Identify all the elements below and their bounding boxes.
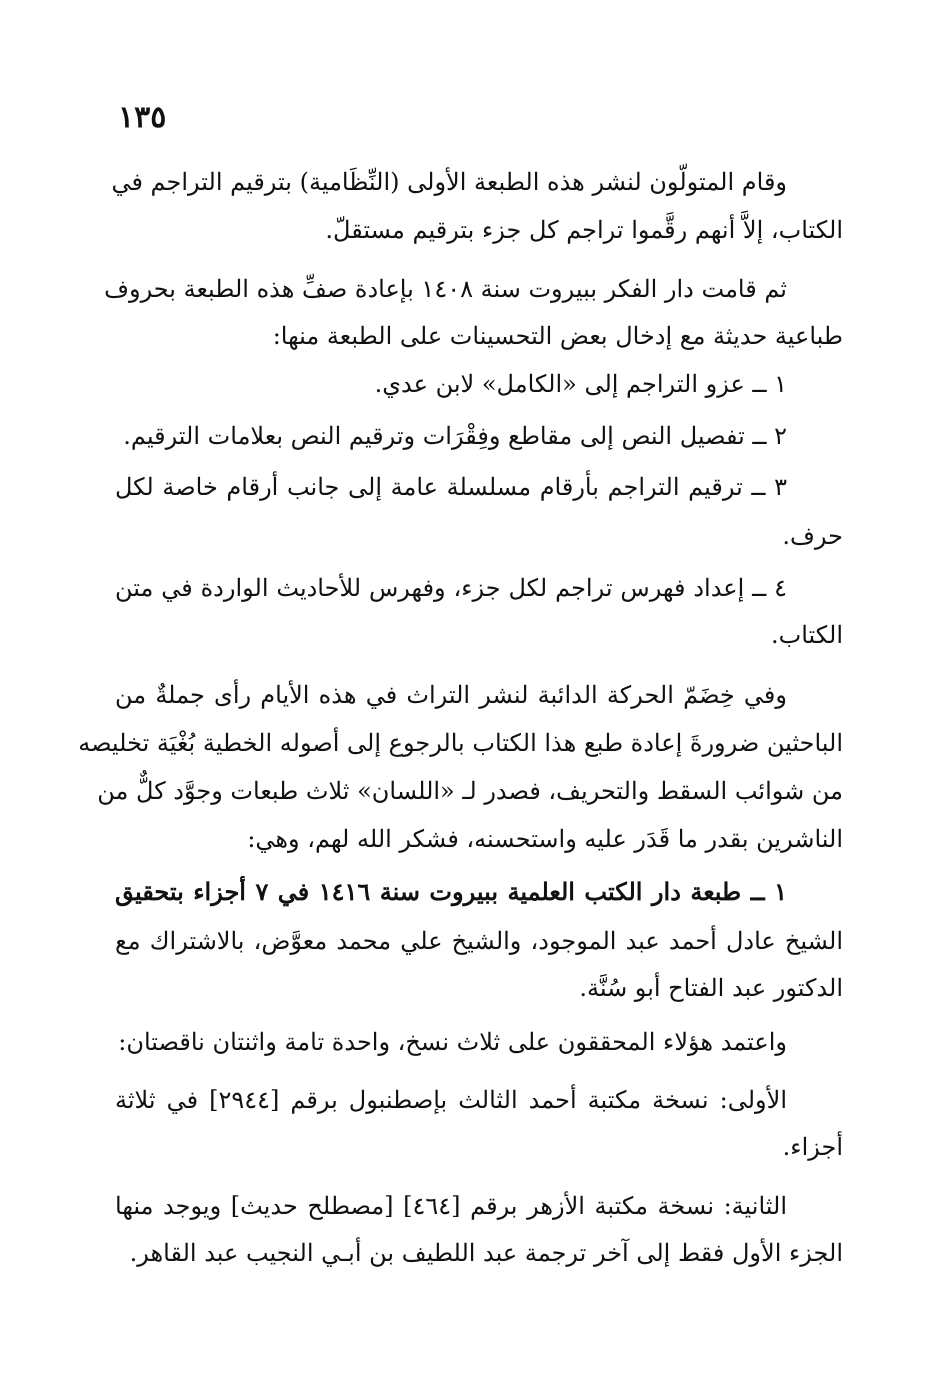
text-line: الثانية: نسخة مكتبة الأزهر برقم [٤٦٤] [مصطلح حديث] ويوجد منها (115, 1192, 788, 1220)
text-line: الناشرين بقدر ما قَدَر عليه واستحسنه، فشكر الله لهم، وهي: (247, 825, 843, 853)
list-item: ٤ ــ إعداد فهرس تراجم لكل جزء، وفهرس للأحاديث الواردة في متن (115, 574, 787, 602)
text-line: من شوائب السقط والتحريف، فصدر لـ «اللسان» ثلاث طبعات وجوَّد كلٌّ من (97, 777, 843, 805)
text-line: حرف. (782, 522, 843, 550)
text-line: أجزاء. (782, 1133, 843, 1161)
text-line: طباعية حديثة مع إدخال بعض التحسينات على الطبعة منها: (272, 322, 843, 350)
text-line: واعتمد هؤلاء المحققون على ثلاث نسخ، واحدة تامة واثنتان ناقصتان: (118, 1028, 787, 1056)
page-number: ١٣٥ (118, 100, 167, 135)
text-line: الكتاب. (770, 621, 843, 649)
text-line: الأولى: نسخة مكتبة أحمد الثالث بإصطنبول برقم [٢٩٤٤] في ثلاثة (115, 1086, 787, 1114)
text-line: وقام المتولّون لنشر هذه الطبعة الأولى (النِّظَامية) بترقيم التراجم في (111, 168, 787, 196)
text-line: الجزء الأول فقط إلى آخر ترجمة عبد اللطيف بن أبـي النجيب عبد القاهر. (129, 1239, 843, 1267)
text-line: ١ ــ طبعة دار الكتب العلمية ببيروت سنة ١٤١٦ في ٧ أجزاء بتحقيق (115, 877, 788, 906)
text-line: الكتاب، إلاَّ أنهم رقَّموا تراجم كل جزء بترقيم مستقلّ. (325, 216, 843, 244)
list-item: ١ ــ عزو التراجم إلى «الكامل» لابن عدي. (374, 370, 787, 398)
text-line: ثم قامت دار الفكر ببيروت سنة ١٤٠٨ بإعادة صفِّ هذه الطبعة بحروف (104, 275, 787, 303)
text-line: الدكتور عبد الفتاح أبو سُنَّة. (579, 974, 843, 1002)
list-item: ٣ ــ ترقيم التراجم بأرقام مسلسلة عامة إلى جانب أرقام خاصة لكل (115, 473, 787, 501)
list-item: ٢ ــ تفصيل النص إلى مقاطع وفِقْرَات وترقيم النص بعلامات الترقيم. (123, 422, 787, 450)
text-line: الشيخ عادل أحمد عبد الموجود، والشيخ علي محمد معوَّض، بالاشتراك مع (115, 927, 843, 955)
text-line: الباحثين ضرورةَ إعادة طبع هذا الكتاب بالرجوع إلى أصوله الخطية بُغْيَة تخليصه (78, 729, 843, 757)
text-line: وفي خِضَمّ الحركة الدائبة لنشر التراث في هذه الأيام رأى جملةٌ من (115, 681, 787, 709)
